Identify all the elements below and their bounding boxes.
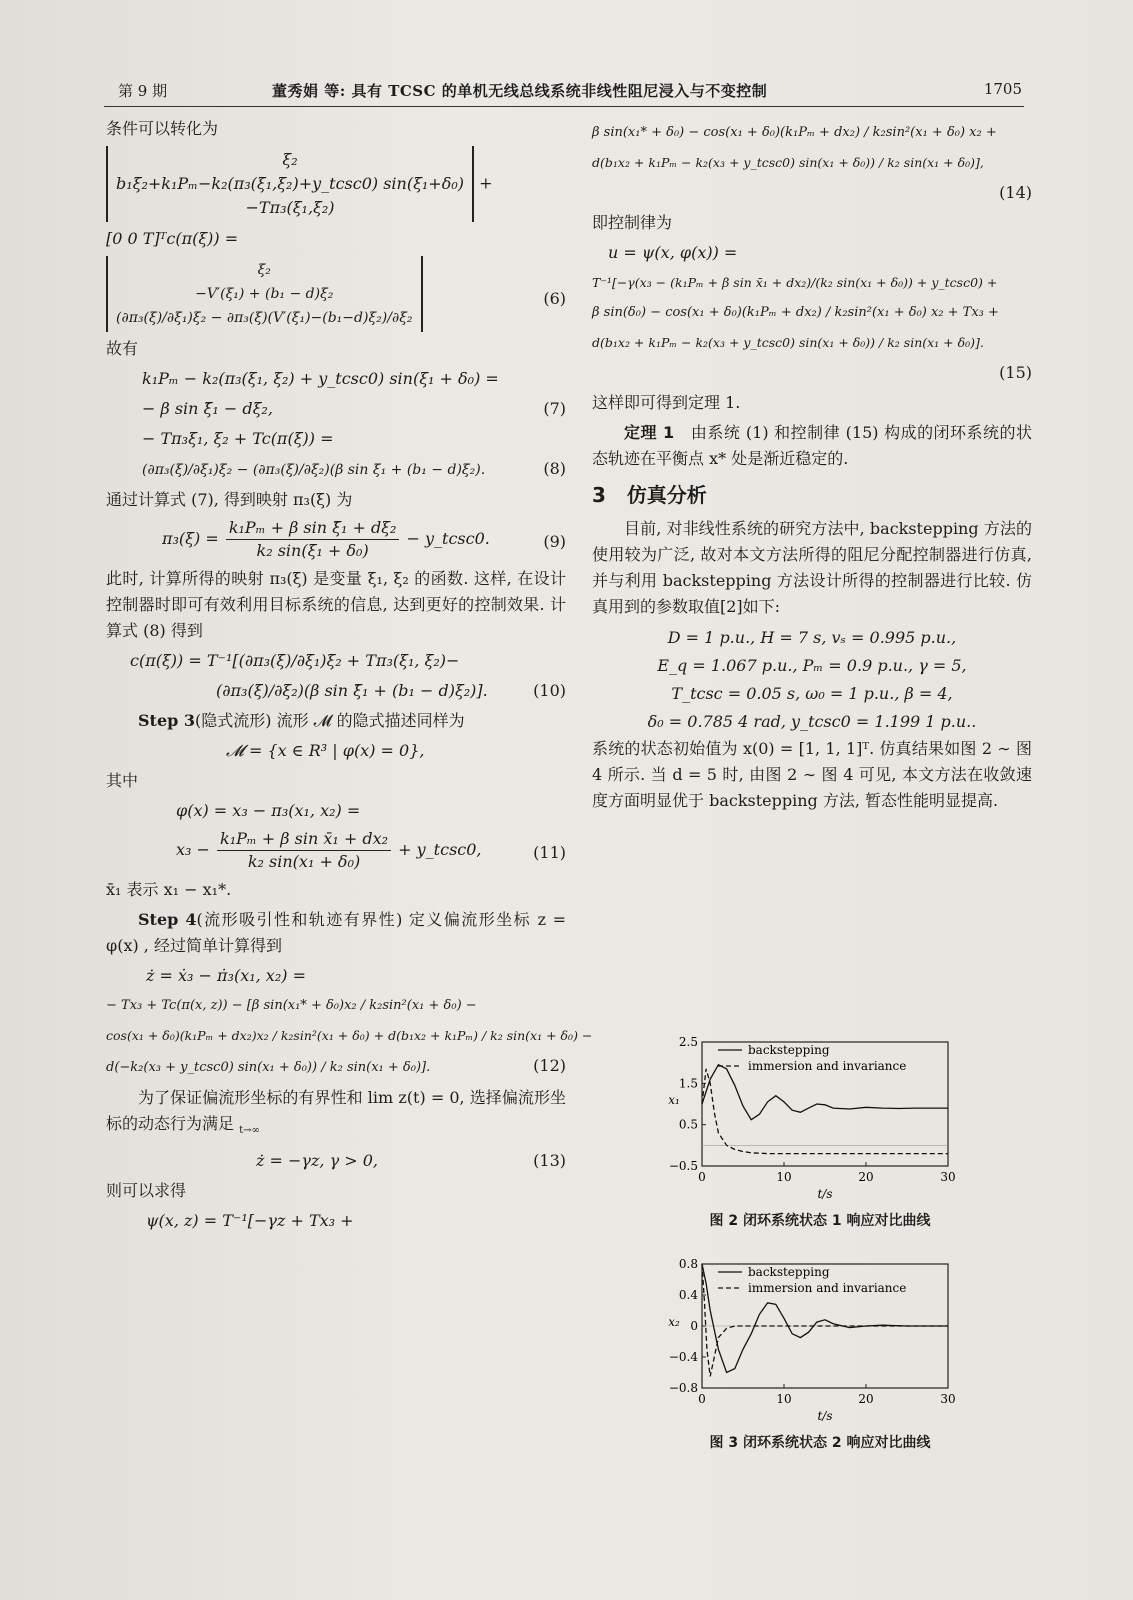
equation-12d: d(−k₂(x₃ + y_tcsc0) sin(x₁ + δ₀)) / k₂ sin(x₁ + δ₀)]. bbox=[106, 1060, 431, 1075]
equation-7a: k₁Pₘ − k₂(π₃(ξ₁, ξ₂) + y_tcsc0) sin(ξ₁ + δ₀) = bbox=[142, 369, 499, 388]
paragraph-control-law: 即控制律为 bbox=[592, 213, 673, 232]
y-axis-label: x₁ bbox=[668, 1093, 680, 1107]
equation-number: (9) bbox=[543, 532, 566, 551]
matrix-1-row-1: ξ₂ bbox=[282, 150, 298, 169]
equation-11a: φ(x) = x₃ − π₃(x₁, x₂) = bbox=[176, 801, 361, 820]
figure-3-caption: 图 3 闭环系统状态 2 响应对比曲线 bbox=[709, 1435, 931, 1451]
equation-number: (14) bbox=[999, 183, 1032, 202]
fraction-numerator: k₁Pₘ + β sin x̄₁ + dx₂ bbox=[217, 828, 391, 851]
x-tick-label: 0 bbox=[698, 1170, 706, 1184]
equation-number: (11) bbox=[533, 843, 566, 862]
y-tick-label: 2.5 bbox=[678, 1035, 698, 1049]
figure-2 bbox=[660, 1034, 980, 1234]
y-axis-label: x₂ bbox=[668, 1315, 680, 1329]
matrix-1 bbox=[106, 146, 474, 222]
limit-subscript: t→∞ bbox=[239, 1125, 260, 1137]
step-4-label: Step 4 bbox=[138, 910, 197, 929]
issue-number: 第 9 期 bbox=[118, 82, 168, 100]
equation-number: (13) bbox=[533, 1151, 566, 1171]
step-3 bbox=[106, 708, 566, 734]
y-tick-label: −0.5 bbox=[668, 1159, 698, 1173]
x-axis-label: t/s bbox=[817, 1187, 833, 1201]
x-tick-label: 0 bbox=[698, 1392, 706, 1406]
paragraph-qi-zhong: 其中 bbox=[106, 771, 139, 790]
equation-8 bbox=[106, 456, 566, 483]
equation-14-number-row bbox=[592, 180, 1032, 206]
x-tick-label: 20 bbox=[858, 1392, 874, 1406]
equation-10 bbox=[106, 678, 566, 704]
x-tick-label: 30 bbox=[940, 1392, 956, 1406]
step-4-text: (流形吸引性和轨迹有界性) 定义偏流形坐标 z = φ(x) , 经过简单计算得到 bbox=[106, 910, 566, 955]
equation-7b: − β sin ξ̄₁ − dξ₂, bbox=[142, 399, 273, 418]
matrix-1-row-2: b₁ξ₂+k₁Pₘ−k₂(π₃(ξ₁,ξ₂)+y_tcsc0) sin(ξ₁+δ₀) bbox=[116, 174, 464, 193]
equation-14b: d(b₁x₂ + k₁Pₘ − k₂(x₃ + y_tcsc0) sin(x₁ + δ₀)) / k₂ sin(x₁ + δ₀)], bbox=[592, 155, 984, 170]
equation-12 bbox=[106, 1053, 566, 1081]
legend-label: backstepping bbox=[748, 1043, 830, 1057]
step-3-label: Step 3 bbox=[138, 711, 196, 730]
paragraph-function: 此时, 计算所得的映射 π₃(ξ) 是变量 ξ₁, ξ₂ 的函数. 这样, 在设计控制器时即可有效利用目标系统的信息, 达到更好的控制效果. 计算式 (8) 得到 bbox=[106, 569, 566, 640]
equation-11-tail: + y_tcsc0, bbox=[398, 840, 482, 859]
figure-3 bbox=[660, 1256, 980, 1456]
y-tick-label: 0 bbox=[690, 1319, 698, 1333]
parameters-line-4: δ₀ = 0.785 4 rad, y_tcsc0 = 1.199 1 p.u.. bbox=[647, 712, 977, 731]
running-title: 董秀娟 等: 具有 TCSC 的单机无线总线系统非线性阻尼浸入与不变控制 bbox=[272, 82, 768, 100]
equation-7 bbox=[106, 396, 566, 422]
theorem-label: 定理 1 bbox=[624, 423, 675, 442]
y-tick-label: −0.8 bbox=[668, 1381, 698, 1395]
running-header bbox=[104, 78, 1024, 108]
paragraph-bounded bbox=[106, 1085, 566, 1144]
equation-number: (8) bbox=[543, 459, 566, 478]
x-tick-label: 30 bbox=[940, 1170, 956, 1184]
paragraph-map: 通过计算式 (7), 得到映射 π₃(ξ) 为 bbox=[106, 490, 353, 509]
y-tick-label: 1.5 bbox=[678, 1076, 698, 1091]
equation-9-tail: − y_tcsc0. bbox=[406, 529, 490, 548]
equation-12b: − Tx₃ + Tc(π(x, z)) − [β sin(x₁* + δ₀)x₂ / k₂sin²(x₁ + δ₀) − bbox=[106, 998, 477, 1013]
equation-13 bbox=[106, 1148, 566, 1174]
equation-15-number-row bbox=[592, 360, 1032, 386]
matrix-2-row-2: −V′(ξ₁) + (b₁ − d)ξ₂ bbox=[195, 286, 334, 302]
figure-2-chart bbox=[660, 1034, 980, 1206]
parameters-line-3: T_tcsc = 0.05 s, ω₀ = 1 p.u., β = 4, bbox=[671, 684, 953, 703]
section-heading bbox=[592, 482, 1032, 508]
paragraph-gu-you: 故有 bbox=[106, 339, 139, 358]
figure-2-caption: 图 2 闭环系统状态 1 响应对比曲线 bbox=[709, 1213, 931, 1229]
matrix-2-row-1: ξ₂ bbox=[257, 262, 271, 278]
paragraph-ke-qiu: 则可以求得 bbox=[106, 1181, 187, 1201]
step-4 bbox=[106, 907, 566, 959]
result-paragraph: 系统的状态初始值为 x(0) = [1, 1, 1]ᵀ. 仿真结果如图 2 ∼ 图 4 所示. 当 d = 5 时, 由图 2 ∼ 图 4 可见, 本文方法在收敛速度方面明显优于 backstepping 方法, 暂态性能明显提高. bbox=[592, 739, 1032, 810]
xbar-note: x̄₁ 表示 x₁ − x₁*. bbox=[106, 880, 232, 899]
page-number: 1705 bbox=[983, 80, 1022, 98]
equation-psi: ψ(x, z) = T⁻¹[−γz + Tx₃ + bbox=[146, 1211, 354, 1231]
plus-sign: + bbox=[479, 173, 493, 193]
theorem-text: 由系统 (1) 和控制律 (15) 构成的闭环系统的状态轨迹在平衡点 x* 处是渐近稳定的. bbox=[592, 423, 1032, 468]
x-axis-label: t/s bbox=[817, 1409, 833, 1423]
equation-number: (10) bbox=[533, 681, 566, 700]
fraction bbox=[226, 517, 400, 562]
manifold-equation: 𝓜 = {x ∈ R³ | φ(x) = 0}, bbox=[226, 741, 425, 760]
equation-6-head: [0 0 T]ᵀc(π(ξ)) = bbox=[106, 229, 239, 248]
fraction-denominator: k₂ sin(x₁ + δ₀) bbox=[247, 852, 361, 871]
fraction bbox=[217, 828, 391, 873]
series-line-immersion-invariance bbox=[702, 1069, 948, 1154]
matrix-2-row-3: (∂π₃(ξ)/∂ξ₁)ξ₂ − ∂π₃(ξ)(V′(ξ₁)−(b₁−d)ξ₂)/∂ξ₂ bbox=[116, 310, 413, 326]
step-3-text: (隐式流形) 流形 𝓜 的隐式描述同样为 bbox=[195, 711, 465, 730]
legend-label: backstepping bbox=[748, 1265, 830, 1279]
left-column bbox=[106, 116, 593, 1238]
legend-label: immersion and invariance bbox=[748, 1281, 907, 1295]
matrix-2 bbox=[106, 256, 423, 332]
y-tick-label: −0.4 bbox=[668, 1350, 698, 1364]
legend-label: immersion and invariance bbox=[748, 1059, 907, 1073]
theorem-intro: 这样即可得到定理 1. bbox=[592, 393, 741, 412]
matrix-equation-1 bbox=[106, 146, 566, 222]
simulation-paragraph: 目前, 对非线性系统的研究方法中, backstepping 方法的使用较为广泛, 故对本文方法所得的阻尼分配控制器进行仿真, 并与利用 backstepping 方法设计所得的控制器进行比较. 仿真用到的参数取值[2]如下: bbox=[592, 519, 1032, 616]
equation-11 bbox=[106, 828, 566, 873]
equation-number: (6) bbox=[543, 289, 566, 308]
equation-13-body: ż = −γz, γ > 0, bbox=[256, 1151, 378, 1171]
bounded-text: 为了保证偏流形坐标的有界性和 lim z(t) = 0, 选择偏流形坐标的动态行为满足 bbox=[106, 1088, 566, 1133]
x-tick-label: 10 bbox=[776, 1392, 792, 1406]
equation-10b: (∂π₃(ξ)/∂ξ₂)(β sin ξ̄₁ + (b₁ − d)ξ₂)]. bbox=[216, 681, 488, 700]
intro-text: 条件可以转化为 bbox=[106, 119, 219, 138]
section-title: 仿真分析 bbox=[626, 483, 707, 507]
right-column bbox=[592, 116, 1032, 818]
y-tick-label: 0.8 bbox=[678, 1257, 698, 1271]
equation-15a: u = ψ(x, φ(x)) = bbox=[608, 243, 738, 262]
figure-3-chart bbox=[660, 1256, 980, 1428]
equation-number: (12) bbox=[533, 1056, 566, 1075]
equation-number: (7) bbox=[543, 399, 566, 418]
equation-14a: β sin(x₁* + δ₀) − cos(x₁ + δ₀)(k₁Pₘ + dx₂) / k₂sin²(x₁ + δ₀) x₂ + bbox=[592, 125, 997, 140]
fraction-numerator: k₁Pₘ + β sin ξ̄₁ + dξ₂ bbox=[226, 517, 400, 540]
equation-8a: − Tπ₃ξ₁, ξ₂ + Tc(π(ξ)) = bbox=[142, 429, 334, 448]
equation-15c: β sin(δ₀) − cos(x₁ + δ₀)(k₁Pₘ + dx₂) / k₂sin²(x₁ + δ₀) x₂ + Tx₃ + bbox=[592, 305, 999, 320]
equation-15b: T⁻¹[−γ(x₃ − (k₁Pₘ + β sin x̄₁ + dx₂)/(k₂ sin(x₁ + δ₀)) + y_tcsc0) + bbox=[592, 275, 998, 290]
equation-number: (15) bbox=[999, 363, 1032, 382]
equation-12a: ż = ẋ₃ − π̇₃(x₁, x₂) = bbox=[146, 966, 306, 985]
x-tick-label: 20 bbox=[858, 1170, 874, 1184]
equation-12c: cos(x₁ + δ₀)(k₁Pₘ + dx₂)x₂ / k₂sin²(x₁ + δ₀) + d(b₁x₂ + k₁Pₘ) / k₂ sin(x₁ + δ₀) − bbox=[106, 1028, 593, 1043]
equation-11-pre: x₃ − bbox=[176, 840, 210, 859]
section-number: 3 bbox=[592, 483, 606, 507]
equation-9-lhs: π₃(ξ) = bbox=[162, 529, 219, 548]
y-tick-label: 0.5 bbox=[678, 1117, 698, 1132]
y-tick-label: 0.4 bbox=[678, 1288, 698, 1302]
matrix-1-row-3: −Tπ₃(ξ₁,ξ₂) bbox=[245, 198, 335, 217]
header-rule bbox=[104, 106, 1024, 107]
x-tick-label: 10 bbox=[776, 1170, 792, 1184]
equation-8b: (∂π₃(ξ)/∂ξ₁)ξ₂ − (∂π₃(ξ)/∂ξ₂)(β sin ξ̄₁ + (b₁ − d)ξ₂). bbox=[142, 462, 486, 478]
equation-9 bbox=[106, 517, 566, 562]
theorem-1 bbox=[592, 420, 1032, 472]
equation-15d: d(b₁x₂ + k₁Pₘ − k₂(x₃ + y_tcsc0) sin(x₁ + δ₀)) / k₂ sin(x₁ + δ₀)]. bbox=[592, 335, 984, 350]
parameters-line-1: D = 1 p.u., H = 7 s, vₛ = 0.995 p.u., bbox=[667, 628, 957, 647]
equation-6 bbox=[106, 256, 566, 332]
parameter-list bbox=[592, 624, 1032, 736]
equation-10a: c(π(ξ)) = T⁻¹[(∂π₃(ξ)/∂ξ₁)ξ₂ + Tπ₃(ξ₁, ξ₂)− bbox=[130, 651, 460, 670]
fraction-denominator: k₂ sin(ξ₁ + δ₀) bbox=[256, 541, 369, 560]
parameters-line-2: E_q = 1.067 p.u., Pₘ = 0.9 p.u., γ = 5, bbox=[657, 656, 967, 675]
